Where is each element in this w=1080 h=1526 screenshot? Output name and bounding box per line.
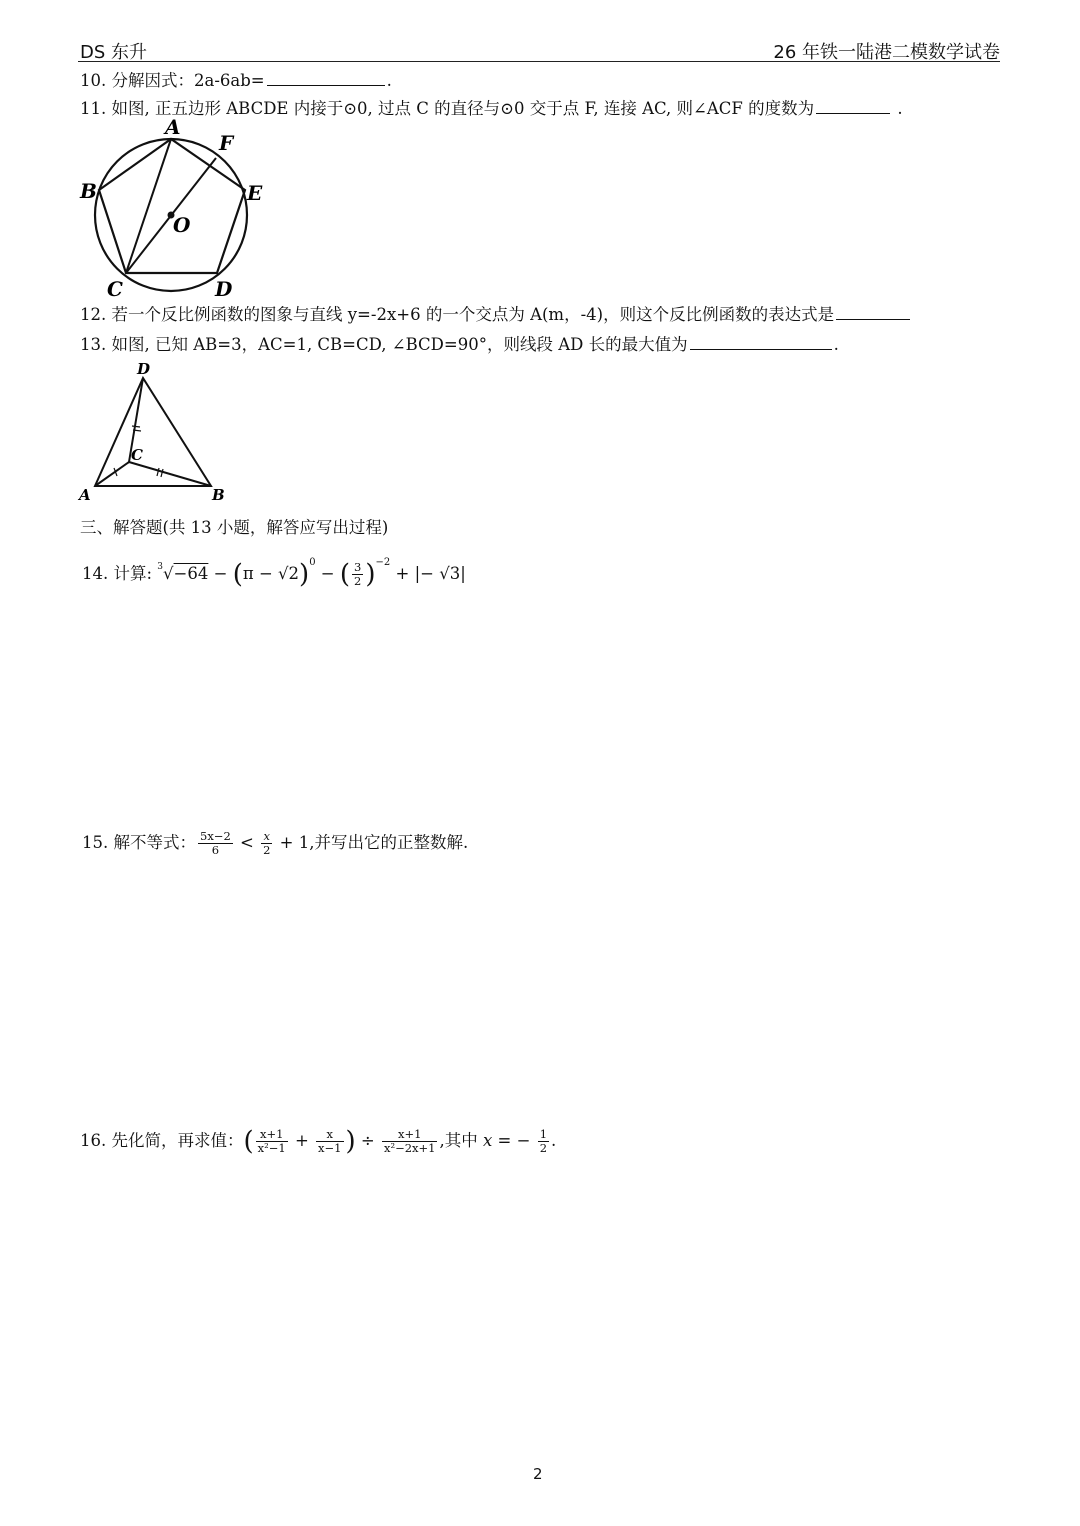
question-16-mid: ,其中 (439, 1131, 483, 1150)
f2-den: x−1 (318, 1141, 342, 1155)
frac-den: 2 (354, 574, 362, 588)
label-c: C (107, 277, 123, 301)
label-e: E (247, 181, 263, 205)
section-3-title: 三、解答题(共 13 小题，解答应写出过程) (80, 518, 389, 537)
segment-ac (126, 139, 171, 273)
tick-cb-1 (157, 468, 159, 476)
f3-num: x+1 (382, 1128, 438, 1142)
label-b: B (212, 486, 225, 504)
question-16 (80, 1124, 556, 1158)
fraction-3 (382, 1128, 438, 1155)
question-14 (82, 550, 466, 588)
header-left: DS 东升 (80, 42, 148, 63)
answer-blank-11[interactable] (816, 98, 890, 114)
question-10-tail: . (386, 71, 392, 90)
label-o: O (173, 213, 191, 237)
question-10-text: 10. 分解因式：2a-6ab= (80, 71, 265, 90)
plus: + (390, 564, 415, 583)
abs-body: − √3 (420, 564, 461, 583)
question-13-tail: . (833, 335, 839, 354)
radical-sign: √ (163, 564, 174, 583)
paren-body: π − √2 (242, 564, 300, 583)
question-13 (80, 334, 839, 355)
answer-blank-12[interactable] (836, 304, 910, 320)
rhs-num: x (261, 830, 272, 844)
label-a: A (79, 486, 91, 504)
tick-cd-1 (132, 426, 140, 427)
less-than: < (234, 833, 260, 852)
fraction-3-2 (352, 561, 363, 588)
minus-2: − (315, 564, 340, 583)
lhs-den: 6 (211, 843, 220, 857)
f3-den: x²−2x+1 (383, 1141, 436, 1155)
question-12-text: 12. 若一个反比例函数的图象与直线 y=-2x+6 的一个交点为 A(m，-4)，则这个反比例函数的表达式是 (80, 305, 835, 324)
variable-x: x (482, 1131, 493, 1150)
rhs-den: 2 (263, 843, 271, 857)
value-fraction (538, 1128, 549, 1155)
question-14-prefix: 14. 计算: (82, 564, 158, 583)
label-b: B (80, 179, 97, 203)
label-c: C (131, 446, 143, 464)
left-paren-2: ( (339, 559, 351, 590)
rhs-tail: + 1, (274, 833, 315, 852)
divide: ÷ (355, 1131, 380, 1150)
left-paren: ( (243, 1126, 254, 1157)
tick-cb-2 (161, 469, 163, 477)
radicand: −64 (173, 564, 209, 583)
answer-blank-10[interactable] (267, 70, 385, 86)
figure-13-triangle (75, 358, 235, 506)
label-f: F (219, 131, 234, 155)
question-11-text: 11. 如图, 正五边形 ABCDE 内接于⊙0, 过点 C 的直径与⊙0 交于点 F, 连接 AC, 则∠ACF 的度数为 (80, 99, 815, 118)
question-16-end: . (551, 1131, 557, 1150)
left-paren: ( (232, 559, 243, 590)
lhs-num: 5x−2 (200, 829, 231, 843)
right-paren: ) (299, 559, 310, 590)
equals-minus: = − (492, 1131, 536, 1150)
label-d: D (137, 360, 151, 378)
question-16-prefix: 16. 先化简，再求值： (80, 1131, 244, 1150)
paren-term (232, 557, 316, 590)
exponent-neg-two: −2 (375, 557, 391, 568)
label-a: A (165, 118, 181, 139)
label-d: D (215, 277, 233, 301)
header-rule (78, 61, 1000, 62)
f1-num: x+1 (256, 1128, 288, 1142)
question-10 (80, 70, 392, 91)
exponent-zero: 0 (309, 557, 316, 568)
val-num: 1 (539, 1127, 548, 1141)
question-12 (80, 304, 912, 325)
figure-11-pentagon-circle (75, 118, 275, 302)
f2-num: x (316, 1128, 343, 1142)
question-15-prefix: 15. 解不等式： (82, 833, 196, 852)
minus-1: − (208, 564, 233, 583)
frac-num: 3 (354, 560, 362, 574)
fraction-2 (316, 1128, 343, 1155)
right-paren: ) (345, 1126, 356, 1157)
question-11 (80, 98, 903, 119)
question-15-suffix: 并写出它的正整数解. (314, 833, 469, 852)
abs-term: |− √3| (414, 564, 466, 583)
right-paren-2: ) (365, 559, 376, 590)
lhs-fraction (198, 830, 233, 857)
question-13-text: 13. 如图, 已知 AB=3，AC=1, CB=CD, ∠BCD=90°，则线段 AD 长的最大值为 (80, 335, 688, 354)
question-15 (82, 828, 468, 858)
plus: + (289, 1131, 315, 1150)
cube-root (157, 564, 208, 583)
f1-den: x²−1 (257, 1141, 286, 1155)
root-index: 3 (157, 562, 164, 572)
rhs-fraction (261, 830, 272, 857)
fraction-1 (256, 1128, 288, 1155)
fraction-power (339, 557, 391, 590)
answer-blank-13[interactable] (690, 334, 832, 350)
val-den: 2 (539, 1141, 548, 1155)
header-right: 26 年铁一陆港二模数学试卷 (773, 42, 1000, 63)
question-11-tail: . (892, 99, 903, 118)
page-number: 2 (533, 1465, 543, 1483)
